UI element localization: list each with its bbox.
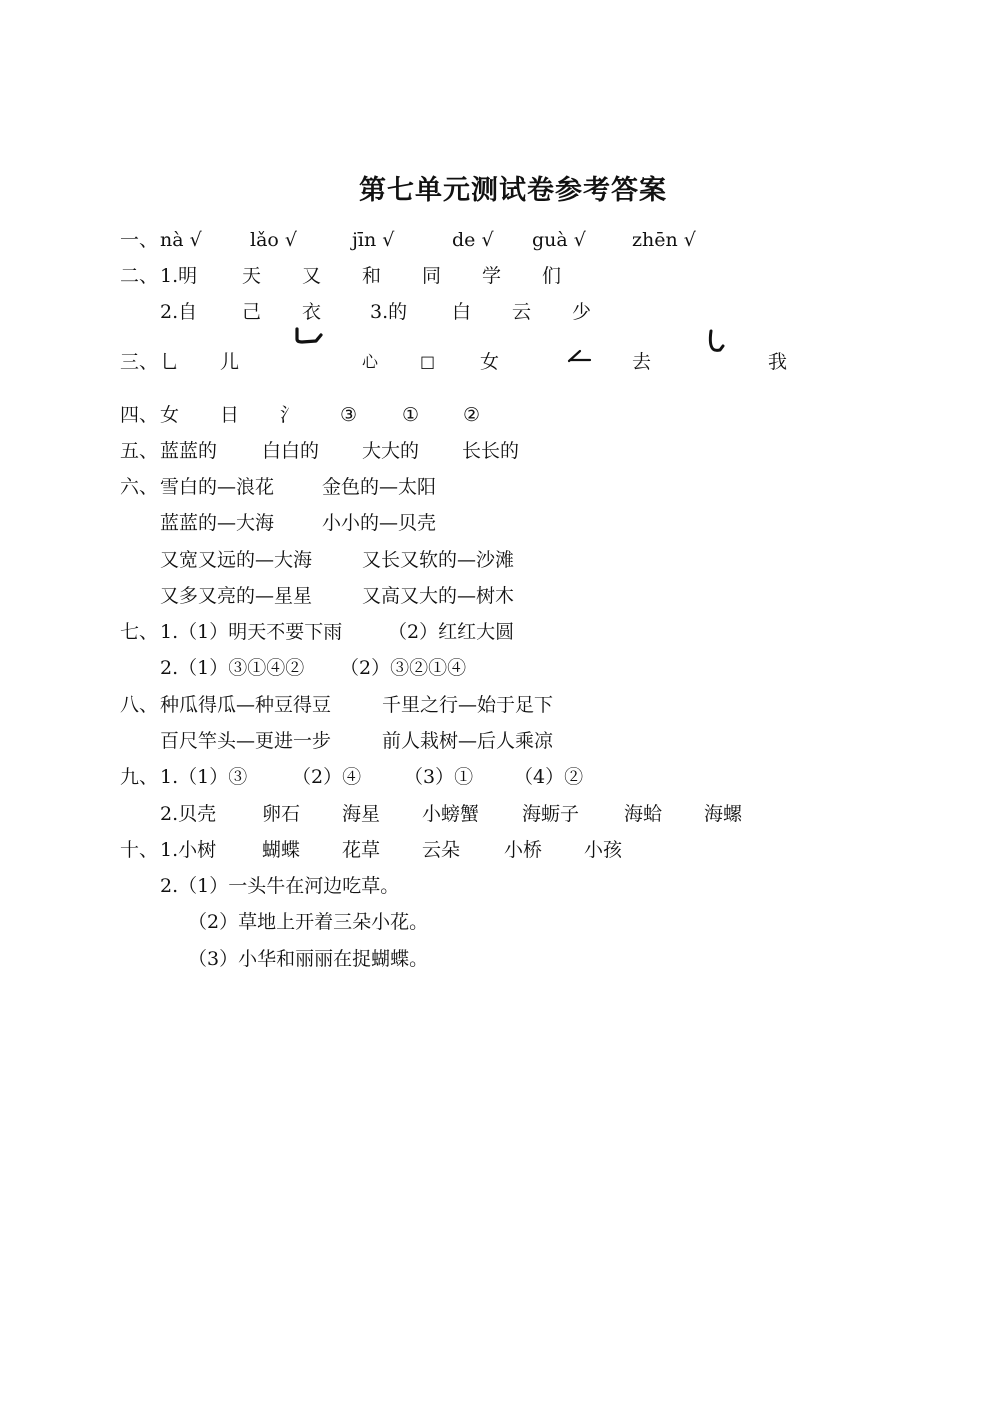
character-answer: 云	[512, 301, 532, 323]
answer: （4）②	[514, 766, 584, 788]
answer: 氵	[280, 404, 300, 426]
answer: 又多又亮的—星星	[160, 585, 313, 607]
answer: 长长的	[462, 440, 520, 462]
section-9-row-1	[120, 762, 840, 792]
character-answer: 天	[242, 265, 262, 287]
character-answer: 又	[302, 265, 322, 287]
answer: 1.（1）③	[160, 766, 248, 788]
answer: 百尺竿头—更进一步	[160, 730, 332, 752]
section-9-row-2	[160, 799, 840, 829]
pinyin-answer: lǎo √	[250, 229, 297, 251]
answer: 蓝蓝的—大海	[160, 512, 275, 534]
section-3	[120, 347, 840, 377]
answer: 海星	[342, 803, 381, 825]
character-answer: 己	[242, 301, 262, 323]
answer: 种瓜得瓜—种豆得豆	[160, 694, 332, 716]
section-number: 十、	[120, 839, 159, 861]
character-answer: 3.的	[370, 301, 408, 323]
answer: 金色的—太阳	[322, 476, 437, 498]
answer: （3）小华和丽丽在捉蝴蝶。	[188, 948, 429, 970]
answer: 小小的—贝壳	[322, 512, 437, 534]
stroke-bend-icon	[564, 349, 594, 365]
section-number: 三、	[120, 351, 159, 373]
answer: 小孩	[584, 839, 623, 861]
section-6-row-4	[160, 581, 840, 611]
pinyin-answer: guà √	[532, 229, 586, 251]
section-number: 八、	[120, 694, 159, 716]
section-7-row-2	[160, 653, 840, 683]
answer: 又高又大的—树木	[362, 585, 515, 607]
section-number: 四、	[120, 404, 159, 426]
answer: （2）④	[292, 766, 362, 788]
section-6-row-1	[120, 472, 840, 502]
radical-answer: 乚	[160, 351, 180, 373]
answer: 小桥	[504, 839, 543, 861]
pinyin-answer: de √	[452, 229, 494, 251]
answer: 花草	[342, 839, 381, 861]
character-answer: 2.自	[160, 301, 198, 323]
section-2-row-2	[160, 297, 840, 327]
answer: ③	[340, 404, 358, 426]
radical-answer: 我	[768, 351, 788, 373]
answer: 海蛎子	[522, 803, 580, 825]
section-10-row-4	[188, 944, 838, 974]
answer: 海蛤	[624, 803, 663, 825]
answer: 千里之行—始于足下	[382, 694, 554, 716]
answer: 云朵	[422, 839, 461, 861]
answer: （2）草地上开着三朵小花。	[188, 911, 429, 933]
answer: 又长又软的—沙滩	[362, 549, 515, 571]
answer: 日	[220, 404, 240, 426]
section-number: 一、	[120, 229, 159, 251]
character-answer: 1.明	[160, 265, 198, 287]
section-10-row-3	[188, 907, 838, 937]
section-7-row-1	[120, 617, 840, 647]
pinyin-answer: zhēn √	[632, 229, 696, 251]
answer: 1.小树	[160, 839, 217, 861]
section-8-row-1	[120, 690, 840, 720]
character-answer: 白	[452, 301, 472, 323]
section-10-row-2	[160, 871, 840, 901]
section-number: 七、	[120, 621, 159, 643]
section-6-row-3	[160, 545, 840, 575]
section-5	[120, 436, 840, 466]
section-8-row-2	[160, 726, 840, 756]
answer: 1.（1）明天不要下雨	[160, 621, 343, 643]
answer: 大大的	[362, 440, 420, 462]
radical-answer: 去	[632, 351, 652, 373]
section-4	[120, 400, 840, 430]
answer: （2）红红大圆	[388, 621, 515, 643]
answer: 卵石	[262, 803, 301, 825]
answer: 前人栽树—后人乘凉	[382, 730, 554, 752]
character-answer: 学	[482, 265, 502, 287]
section-number: 五、	[120, 440, 159, 462]
radical-answer: 儿	[220, 351, 240, 373]
answer: 小螃蟹	[422, 803, 480, 825]
stroke-hook-icon	[294, 325, 328, 347]
answer: 雪白的—浪花	[160, 476, 275, 498]
section-number: 六、	[120, 476, 159, 498]
section-number: 九、	[120, 766, 159, 788]
answer: 2.贝壳	[160, 803, 217, 825]
section-6-row-2	[160, 508, 840, 538]
radical-answer: 心	[362, 352, 379, 371]
character-answer: 们	[542, 265, 562, 287]
page-title: 第七单元测试卷参考答案	[359, 175, 667, 206]
answer: 又宽又远的—大海	[160, 549, 313, 571]
character-answer: 少	[572, 301, 592, 323]
character-answer: 和	[362, 265, 382, 287]
answer: 蓝蓝的	[160, 440, 218, 462]
character-answer: 同	[422, 265, 442, 287]
answer: 白白的	[262, 440, 320, 462]
pinyin-answer: jīn √	[352, 229, 395, 251]
answer: 海螺	[704, 803, 743, 825]
section-10-row-1	[120, 835, 840, 865]
section-number: 二、	[120, 265, 159, 287]
answer: ②	[463, 404, 481, 426]
answer: 女	[160, 404, 180, 426]
section-1	[120, 225, 840, 255]
answer: ①	[402, 404, 420, 426]
answer: 2.（1）③①④②	[160, 657, 305, 679]
pinyin-answer: nà √	[160, 229, 202, 251]
stroke-curve-hook-icon	[704, 329, 734, 359]
answer: 2.（1）一头牛在河边吃草。	[160, 875, 400, 897]
answer: （3）①	[404, 766, 474, 788]
radical-answer: 女	[480, 351, 500, 373]
section-2-row-1	[120, 261, 840, 291]
answer: （2）③②①④	[340, 657, 467, 679]
radical-answer: □	[420, 352, 436, 371]
character-answer: 衣	[302, 301, 322, 323]
answer: 蝴蝶	[262, 839, 301, 861]
